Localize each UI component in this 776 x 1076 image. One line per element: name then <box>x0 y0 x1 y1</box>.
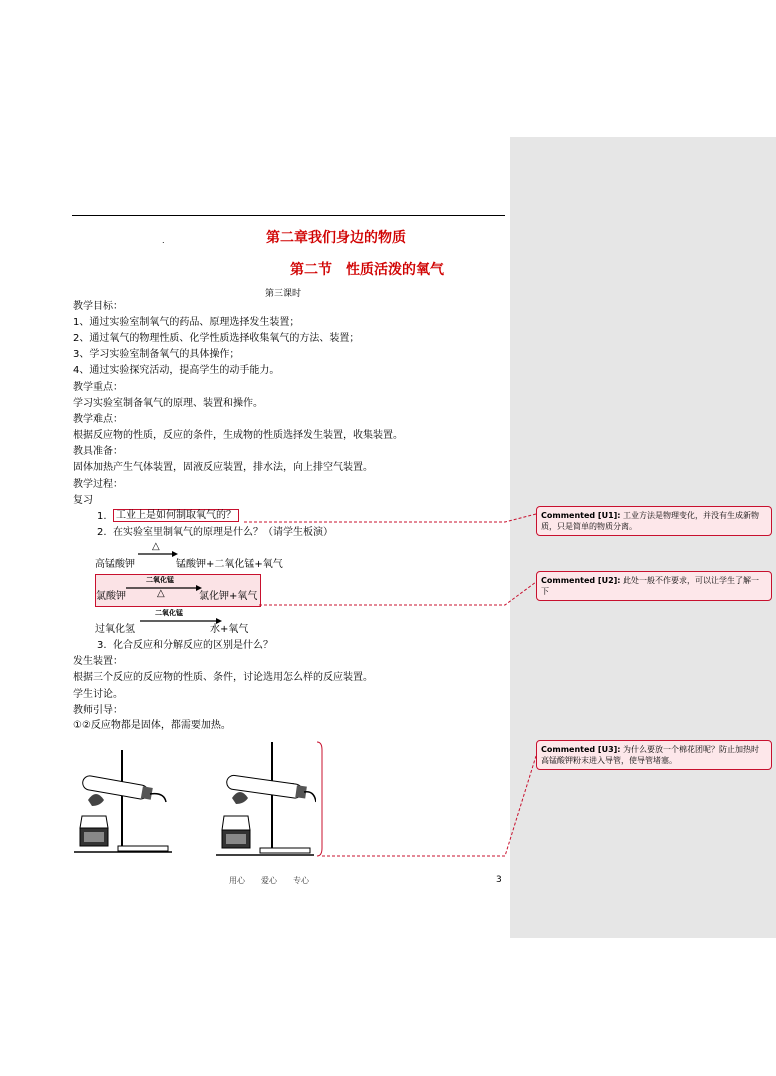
text-line: 3、学习实验室制备氧气的具体操作； <box>73 349 240 360</box>
comment-box[interactable] <box>536 740 772 770</box>
highlighted-text: 工业上是如何制取氧气的？ <box>113 509 239 522</box>
reactant: 高锰酸钾 <box>95 559 135 570</box>
heat-symbol: △ <box>157 588 165 599</box>
text-line: 2、通过氧气的物理性质、化学性质选择收集氧气的方法、装置； <box>73 333 360 344</box>
comment-label: Commented [U2]: <box>541 576 621 585</box>
catalyst-label: 二氧化锰 <box>155 609 183 617</box>
product: 锰酸钾+二氧化锰+氧气 <box>176 559 283 570</box>
comment-text: 此处一般不作要求，可以让学生了解一下 <box>541 576 760 596</box>
lesson-label: 第三课时 <box>265 289 302 299</box>
comment-text: 为什么要放一个棉花团呢？防止加热时高锰酸钾粉末进入导管，使导管堵塞。 <box>541 745 760 765</box>
text-line: 教学过程： <box>73 479 123 490</box>
text-line: 4、通过实验探究活动，提高学生的动手能力。 <box>73 365 280 376</box>
list-number: 1. <box>97 511 107 522</box>
comment-label: Commented [U3]: <box>541 745 621 754</box>
comment-label: Commented [U1]: <box>541 511 621 520</box>
text-line: 学习实验室制备氧气的原理、装置和操作。 <box>73 398 263 409</box>
chapter-title: 第二章我们身边的物质 <box>266 230 406 246</box>
reactant: 氯酸钾 <box>96 591 126 602</box>
text-line: 学生讨论。 <box>73 689 123 700</box>
text-line: 教学难点： <box>73 414 123 425</box>
text-line: 教师引导： <box>73 705 123 716</box>
question-3: 化合反应和分解反应的区别是什么？ <box>113 640 273 651</box>
text-line: 根据反应物的性质，反应的条件，生成物的性质选择发生装置，收集装置。 <box>73 430 403 441</box>
text-line: 复习 <box>73 495 93 506</box>
list-number: 2. <box>97 527 107 538</box>
catalyst-label: 二氧化锰 <box>146 576 174 584</box>
text-line: 1、通过实验室制氧气的药品、原理选择发生装置； <box>73 317 300 328</box>
reactant: 过氧化氢 <box>95 624 135 635</box>
footer-text: 用心 爱心 专心 <box>229 876 309 885</box>
stray-dot: . <box>162 236 165 245</box>
question-2: 在实验室里制氧气的原理是什么？（请学生板演） <box>113 527 333 538</box>
product: 氯化钾+氧气 <box>199 591 258 602</box>
list-number: 3. <box>97 640 107 651</box>
page-number: 3 <box>496 875 502 885</box>
text-line: 教具准备： <box>73 446 123 457</box>
text-line: 发生装置： <box>73 656 123 667</box>
text-line: 固体加热产生气体装置，固液反应装置，排水法，向上排空气装置。 <box>73 462 373 473</box>
comment-text: 工业方法是物理变化，并没有生成新物质，只是简单的物质分离。 <box>541 511 760 531</box>
text-line: 教学目标： <box>73 301 123 312</box>
section-title: 第二节 性质活泼的氧气 <box>290 262 444 278</box>
comment-box[interactable] <box>536 506 772 536</box>
comment-box[interactable] <box>536 571 772 601</box>
heat-symbol: △ <box>152 541 160 552</box>
product: 水+氧气 <box>210 624 249 635</box>
text-line: 教学重点： <box>73 382 123 393</box>
text-line: ①②反应物都是固体，都需要加热。 <box>73 720 231 731</box>
text-line: 根据三个反应的反应物的性质、条件，讨论选用怎么样的反应装置。 <box>73 672 373 683</box>
